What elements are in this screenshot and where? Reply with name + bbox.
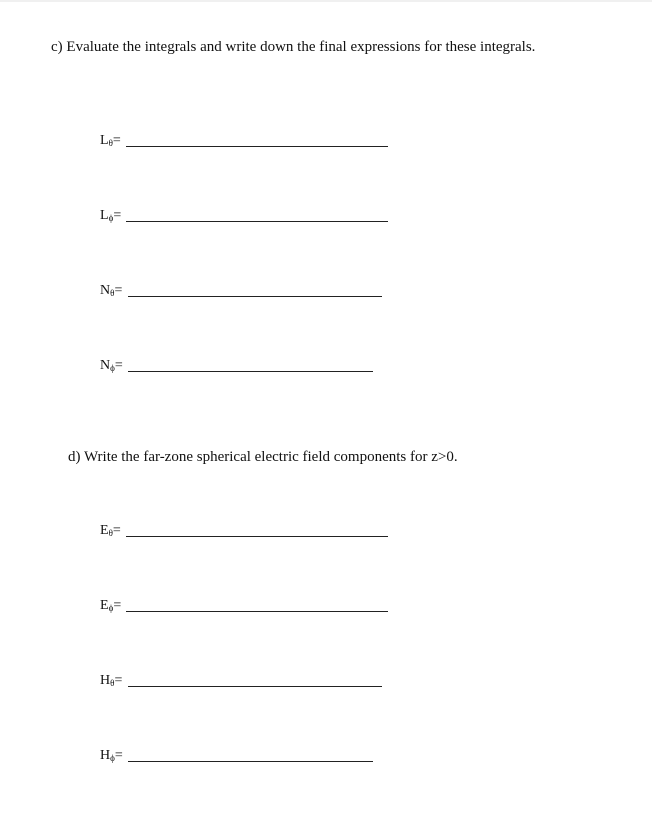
label-l-phi: $L_\phi=$ [100,208,122,223]
question-d-prompt: d) Write the far-zone spherical electric field components for z>0. [68,449,458,465]
answer-h-phi[interactable] [100,748,123,766]
label-n-theta: $N_\theta=$ [100,283,123,298]
blank-line-e-phi[interactable] [126,611,388,612]
answer-e-phi[interactable] [100,598,121,616]
answer-n-theta[interactable] [100,283,122,301]
label-h-phi: $H_\phi=$ [100,748,123,763]
label-e-theta: $E_\theta=$ [100,523,121,538]
blank-line-n-theta[interactable] [128,296,382,297]
answer-h-theta[interactable] [100,673,122,691]
label-h-theta: $H_\theta=$ [100,673,123,688]
answer-l-phi[interactable] [100,208,121,226]
answer-l-theta[interactable] [100,133,121,151]
label-l-theta: $L_\theta=$ [100,133,121,148]
blank-line-l-theta[interactable] [126,146,388,147]
blank-line-e-theta[interactable] [126,536,388,537]
blank-line-l-phi[interactable] [126,221,388,222]
blank-line-h-phi[interactable] [128,761,373,762]
answer-n-phi[interactable] [100,358,123,376]
label-e-phi: $E_\phi=$ [100,598,122,613]
question-c-prompt: c) Evaluate the integrals and write down the final expressions for these integrals. [51,39,536,55]
label-n-phi: $N_\phi=$ [100,358,123,373]
answer-e-theta[interactable] [100,523,121,541]
blank-line-h-theta[interactable] [128,686,382,687]
page-top-edge [0,0,652,2]
blank-line-n-phi[interactable] [128,371,373,372]
